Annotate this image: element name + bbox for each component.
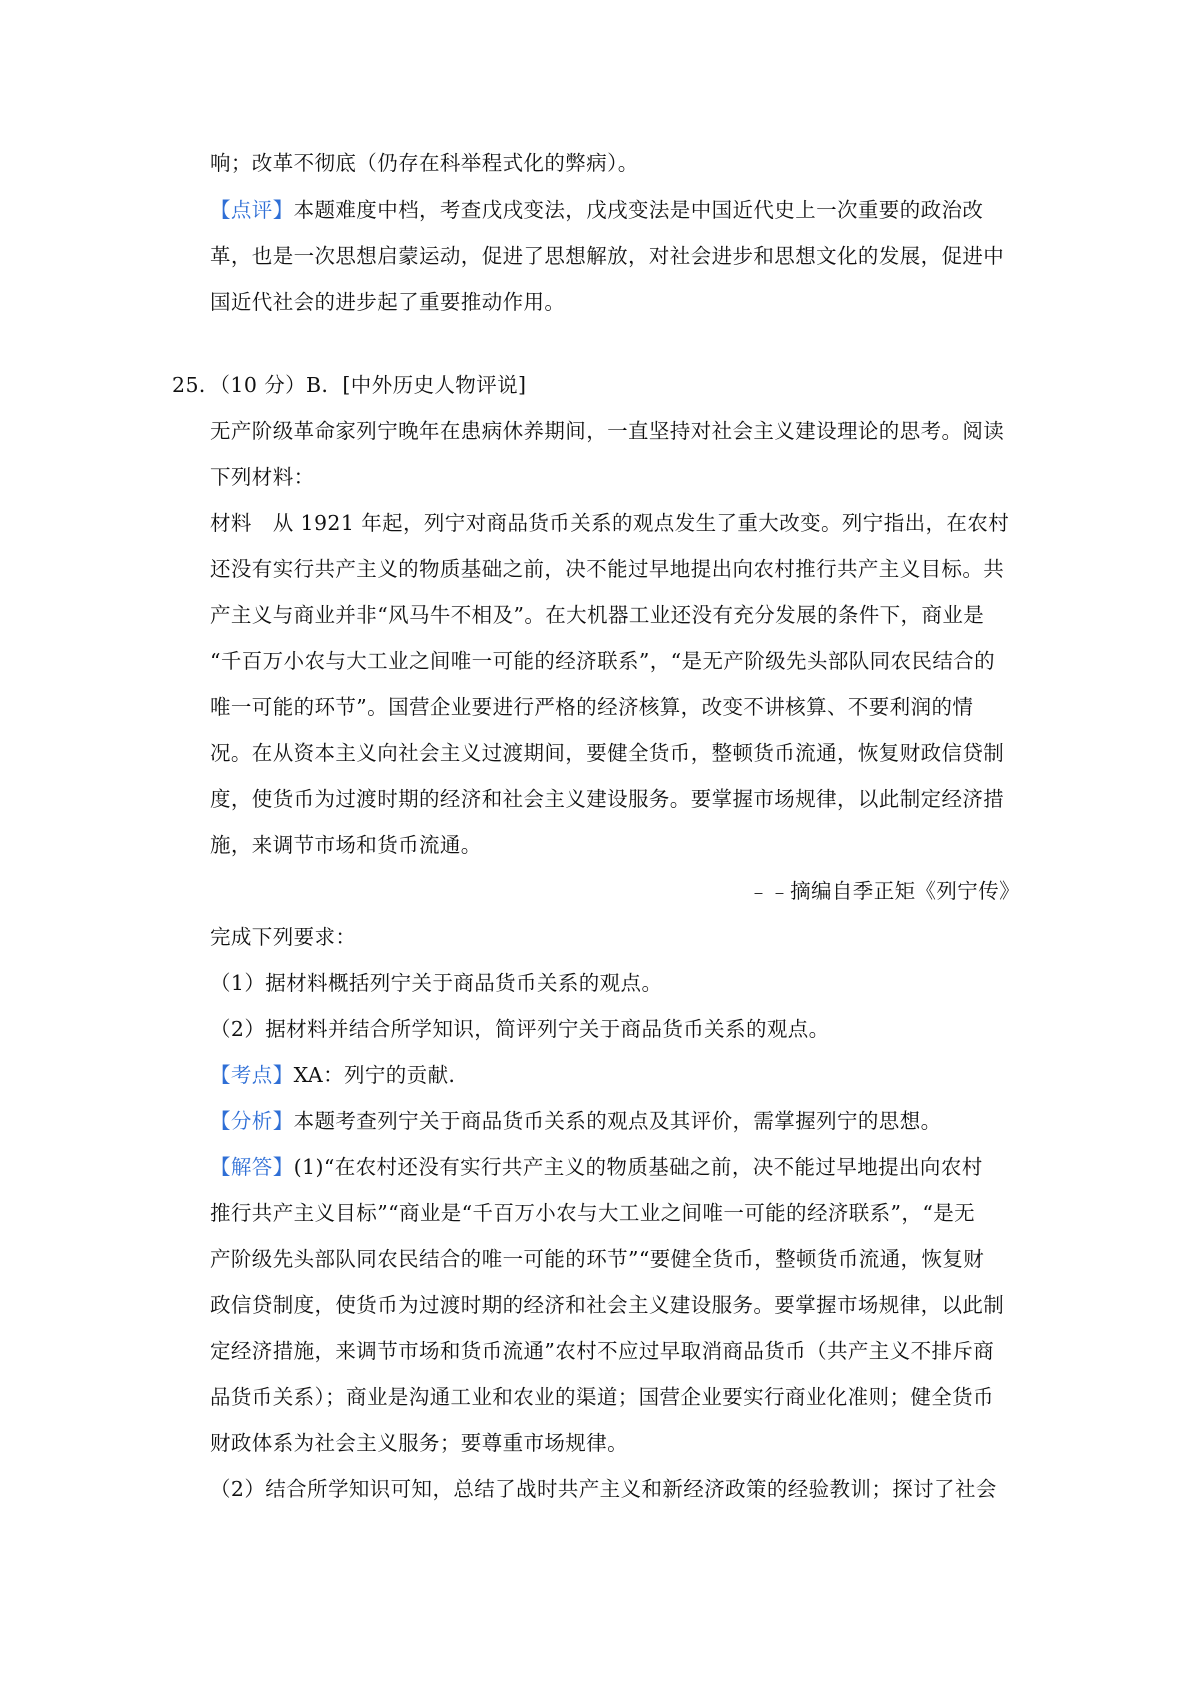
comment-line: 革，也是一次思想启蒙运动，促进了思想解放，对社会进步和思想文化的发展，促进中 xyxy=(210,244,1005,268)
material-line: 材料 从 1921 年起，列宁对商品货币关系的观点发生了重大改变。列宁指出，在农村 xyxy=(210,511,1010,535)
comment-line: 【点评】本题难度中档，考查戊戌变法，戊戌变法是中国近代史上一次重要的政治改 xyxy=(210,198,984,222)
answer-line: 【解答】(1)“在农村还没有实行共产主义的物质基础之前，决不能过早地提出向农村 xyxy=(210,1155,983,1179)
answer-line: 定经济措施，来调节市场和货币流通”农村不应过早取消商品货币（共产主义不排斥商 xyxy=(210,1339,995,1363)
task-intro: 完成下列要求： xyxy=(210,925,357,949)
question-header: 25．（10 分）B．[中外历史人物评说] xyxy=(172,373,527,397)
answer-line: 推行共产主义目标”“商业是“千百万小农与大工业之间唯一可能的经济联系”，“是无 xyxy=(210,1201,975,1225)
intro-line: 下列材料： xyxy=(210,465,315,489)
answer-line: 产阶级先头部队同农民结合的唯一可能的环节”“要健全货币，整顿货币流通，恢复财 xyxy=(210,1247,985,1271)
material-line: “千百万小农与大工业之间唯一可能的经济联系”，“是无产阶级先头部队同农民结合的 xyxy=(210,649,996,673)
material-line: 还没有实行共产主义的物质基础之前，决不能过早地提出向农村推行共产主义目标。共 xyxy=(210,557,1005,581)
comment-tag: 【点评】 xyxy=(210,198,294,222)
intro-line: 无产阶级革命家列宁晚年在患病休养期间，一直坚持对社会主义建设理论的思考。阅读 xyxy=(210,419,1005,443)
material-source: ﹣﹣摘编自季正矩《列宁传》 xyxy=(748,879,1020,903)
prev-answer-tail: 响；改革不彻底（仍存在科举程式化的弊病）。 xyxy=(210,151,639,175)
analysis-line: 【分析】本题考查列宁关于商品货币关系的观点及其评价，需掌握列宁的思想。 xyxy=(210,1109,942,1133)
answer-part2: （2）结合所学知识可知，总结了战时共产主义和新经济政策的经验教训；探讨了社会 xyxy=(210,1477,997,1501)
material-line: 度，使货币为过渡时期的经济和社会主义建设服务。要掌握市场规律，以此制定经济措 xyxy=(210,787,1005,811)
task-item: （1）据材料概括列宁关于商品货币关系的观点。 xyxy=(210,971,663,995)
answer-line: 政信贷制度，使货币为过渡时期的经济和社会主义建设服务。要掌握市场规律，以此制 xyxy=(210,1293,1005,1317)
point-tag: 【考点】 xyxy=(210,1063,294,1087)
answer-line: 财政体系为社会主义服务；要尊重市场规律。 xyxy=(210,1431,628,1455)
point-line: 【考点】XA：列宁的贡献． xyxy=(210,1063,470,1087)
material-line: 唯一可能的环节”。国营企业要进行严格的经济核算，改变不讲核算、不要利润的情 xyxy=(210,695,974,719)
material-line: 施，来调节市场和货币流通。 xyxy=(210,833,482,857)
answer-tag: 【解答】 xyxy=(210,1155,294,1179)
material-line: 况。在从资本主义向社会主义过渡期间，要健全货币，整顿货币流通，恢复财政信贷制 xyxy=(210,741,1005,765)
comment-line: 国近代社会的进步起了重要推动作用。 xyxy=(210,290,566,314)
answer-line: 品货币关系）；商业是沟通工业和农业的渠道；国营企业要实行商业化准则；健全货币 xyxy=(210,1385,994,1409)
task-item: （2）据材料并结合所学知识，简评列宁关于商品货币关系的观点。 xyxy=(210,1017,830,1041)
material-line: 产主义与商业并非“风马牛不相及”。在大机器工业还没有充分发展的条件下，商业是 xyxy=(210,603,985,627)
analysis-tag: 【分析】 xyxy=(210,1109,294,1133)
